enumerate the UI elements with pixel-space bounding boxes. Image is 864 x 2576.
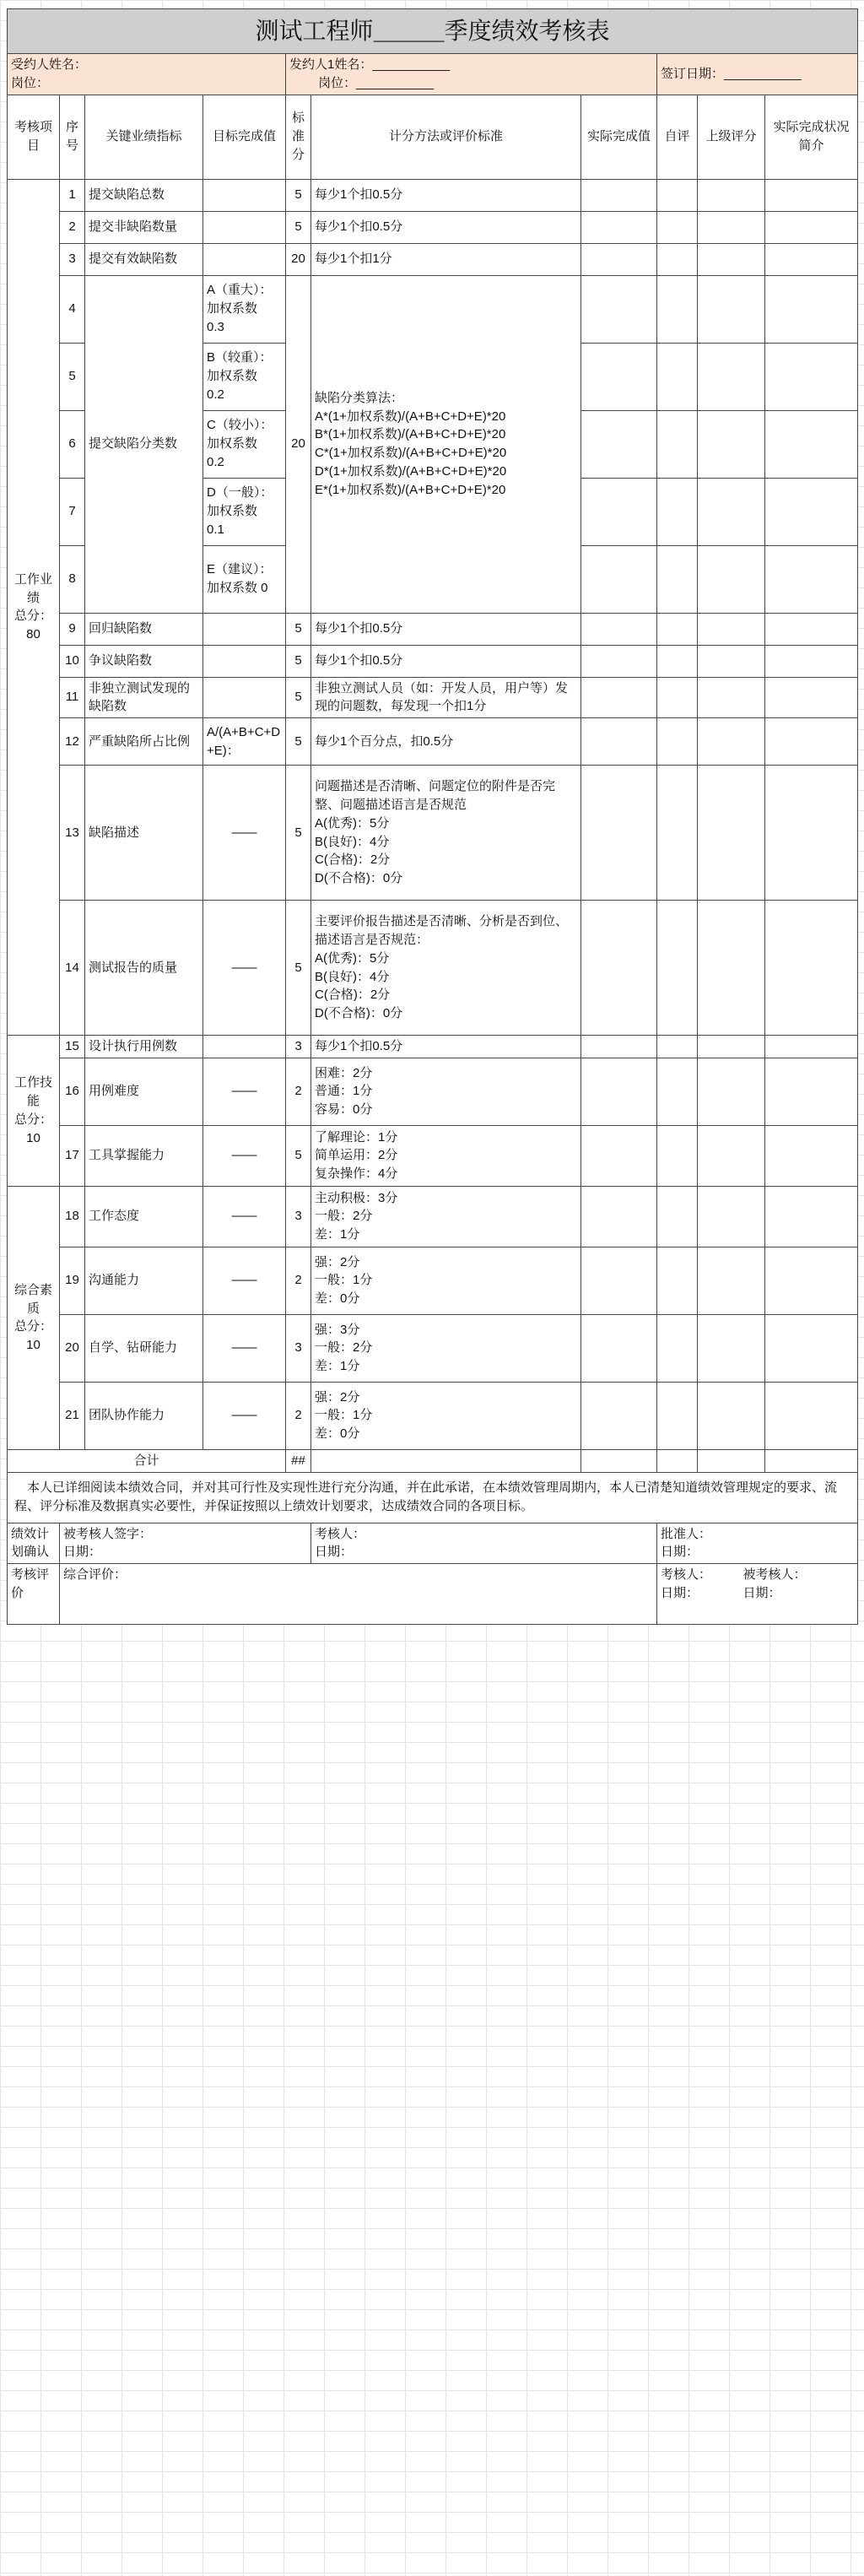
score-cell: 2 <box>286 1058 311 1125</box>
self-score-cell[interactable] <box>657 645 698 677</box>
manager-score-cell[interactable] <box>698 1058 765 1125</box>
indicator-cell: 用例难度 <box>85 1058 203 1125</box>
evaluation-row <box>8 1564 858 1625</box>
manager-score-cell[interactable] <box>698 1186 765 1247</box>
column-header: 目标完成值 <box>203 95 286 179</box>
actual-value-cell[interactable] <box>581 677 657 718</box>
manager-score-cell[interactable] <box>698 613 765 645</box>
self-score-cell[interactable] <box>657 275 698 343</box>
row-number: 2 <box>60 211 85 243</box>
category-quality: 综合素质 总分： 10 <box>8 1186 60 1449</box>
score-cell: 2 <box>286 1382 311 1449</box>
evaluation-label: 考核评价 <box>8 1564 60 1625</box>
status-summary-cell[interactable] <box>765 211 858 243</box>
table-row <box>8 1036 858 1058</box>
method-cell: 每少1个百分点，扣0.5分 <box>311 718 581 766</box>
indicator-cell: 回归缺陷数 <box>85 613 203 645</box>
status-summary-cell[interactable] <box>765 1058 858 1125</box>
status-summary-cell[interactable] <box>765 275 858 343</box>
promise-text: 本人已详细阅读本绩效合同，并对其可行性及实现性进行充分沟通，并在此承诺，在本绩效管理周期内，本人已清楚知道绩效管理规定的要求、流程、评分标准及数据真实必要性，并保证按照以上绩效计划要求，达成绩效合同的各项目标。 <box>8 1472 858 1523</box>
self-score-cell[interactable] <box>657 718 698 766</box>
self-score-cell[interactable] <box>657 1247 698 1314</box>
score-cell: 5 <box>286 677 311 718</box>
manager-score-cell[interactable] <box>698 478 765 545</box>
actual-value-cell[interactable] <box>581 1125 657 1186</box>
manager-score-cell[interactable] <box>698 718 765 766</box>
actual-value-cell[interactable] <box>581 766 657 901</box>
actual-value-cell[interactable] <box>581 545 657 613</box>
indicator-cell: 测试报告的质量 <box>85 901 203 1036</box>
score-cell: 20 <box>286 243 311 275</box>
self-score-cell[interactable] <box>657 545 698 613</box>
status-summary-cell[interactable] <box>765 1382 858 1449</box>
table-row <box>8 645 858 677</box>
self-score-cell[interactable] <box>657 677 698 718</box>
performance-sheet <box>7 8 858 1625</box>
method-cell: 强：2分 一般：1分 差：0分 <box>311 1382 581 1449</box>
score-defect-classification: 20 <box>286 275 311 613</box>
column-header: 标准分 <box>286 95 311 179</box>
row-number: 5 <box>60 343 85 410</box>
manager-score-cell[interactable] <box>698 1382 765 1449</box>
column-header: 考核项目 <box>8 95 60 179</box>
row-number: 6 <box>60 410 85 478</box>
total-empty-cell <box>311 1449 581 1472</box>
indicator-cell: 严重缺陷所占比例 <box>85 718 203 766</box>
method-cell: 了解理论：1分 简单运用：2分 复杂操作：4分 <box>311 1125 581 1186</box>
actual-value-cell[interactable] <box>581 343 657 410</box>
manager-score-cell[interactable] <box>698 1036 765 1058</box>
row-number: 17 <box>60 1125 85 1186</box>
self-score-cell[interactable] <box>657 766 698 901</box>
target-cell <box>203 1036 286 1058</box>
table-row <box>8 1247 858 1314</box>
manager-score-cell[interactable] <box>698 1314 765 1382</box>
header-row <box>8 95 858 179</box>
target-cell <box>203 677 286 718</box>
method-cell: 强：2分 一般：1分 差：0分 <box>311 1247 581 1314</box>
actual-value-cell[interactable] <box>581 1382 657 1449</box>
manager-score-cell[interactable] <box>698 211 765 243</box>
target-cell: E（建议）： 加权系数 0 <box>203 545 286 613</box>
target-cell: —— <box>203 1247 286 1314</box>
method-cell: 问题描述是否清晰、问题定位的附件是否完整、问题描述语言是否规范 A(优秀)：5分 B(良好)：4分 C(合格)：2分 D(不合格)：0分 <box>311 766 581 901</box>
method-cell: 每少1个扣0.5分 <box>311 613 581 645</box>
actual-value-cell[interactable] <box>581 901 657 1036</box>
table-row <box>8 766 858 901</box>
reviewee-signature[interactable]: 被考核人签字： 日期： <box>60 1523 311 1564</box>
score-cell: 5 <box>286 645 311 677</box>
total-empty-cell <box>765 1449 858 1472</box>
indicator-cell: 争议缺陷数 <box>85 645 203 677</box>
score-cell: 5 <box>286 766 311 901</box>
actual-value-cell[interactable] <box>581 275 657 343</box>
row-number: 19 <box>60 1247 85 1314</box>
self-score-cell[interactable] <box>657 243 698 275</box>
row-number: 20 <box>60 1314 85 1382</box>
total-row <box>8 1449 858 1472</box>
method-cell: 主要评价报告描述是否清晰、分析是否到位、描述语言是否规范： A(优秀)：5分 B(良好)：4分 C(合格)：2分 D(不合格)：0分 <box>311 901 581 1036</box>
score-cell: 5 <box>286 613 311 645</box>
indicator-cell: 非独立测试发现的缺陷数 <box>85 677 203 718</box>
score-cell: 5 <box>286 901 311 1036</box>
status-summary-cell[interactable] <box>765 478 858 545</box>
row-number: 7 <box>60 478 85 545</box>
table-row <box>8 1382 858 1449</box>
table-row <box>8 1058 858 1125</box>
actual-value-cell[interactable] <box>581 613 657 645</box>
manager-score-cell[interactable] <box>698 901 765 1036</box>
row-number: 9 <box>60 613 85 645</box>
status-summary-cell[interactable] <box>765 613 858 645</box>
actual-value-cell[interactable] <box>581 718 657 766</box>
status-summary-cell[interactable] <box>765 901 858 1036</box>
indicator-cell: 工具掌握能力 <box>85 1125 203 1186</box>
sheet-title: 测试工程师＿＿＿季度绩效考核表 <box>8 9 858 54</box>
confirm-row <box>8 1523 858 1564</box>
self-score-cell[interactable] <box>657 1125 698 1186</box>
method-cell: 每少1个扣0.5分 <box>311 211 581 243</box>
manager-score-cell[interactable] <box>698 1125 765 1186</box>
actual-value-cell[interactable] <box>581 1186 657 1247</box>
indicator-cell: 提交有效缺陷数 <box>85 243 203 275</box>
row-number: 21 <box>60 1382 85 1449</box>
column-header: 上级评分 <box>698 95 765 179</box>
manager-score-cell[interactable] <box>698 179 765 211</box>
score-cell: 2 <box>286 1247 311 1314</box>
actual-value-cell[interactable] <box>581 1314 657 1382</box>
method-cell: 强：3分 一般：2分 差：1分 <box>311 1314 581 1382</box>
promise-row <box>8 1472 858 1523</box>
sign-date[interactable]: 签订日期：___________ <box>657 54 858 95</box>
status-summary-cell[interactable] <box>765 1036 858 1058</box>
target-cell <box>203 211 286 243</box>
target-cell: —— <box>203 1125 286 1186</box>
target-cell: A/(A+B+C+D+E)： <box>203 718 286 766</box>
table-row <box>8 718 858 766</box>
indicator-cell: 提交非缺陷数量 <box>85 211 203 243</box>
actual-value-cell[interactable] <box>581 478 657 545</box>
total-label: 合计 <box>8 1449 286 1472</box>
target-cell: —— <box>203 1314 286 1382</box>
indicator-cell: 工作态度 <box>85 1186 203 1247</box>
status-summary-cell[interactable] <box>765 545 858 613</box>
manager-score-cell[interactable] <box>698 677 765 718</box>
row-number: 4 <box>60 275 85 343</box>
actual-value-cell[interactable] <box>581 410 657 478</box>
self-score-cell[interactable] <box>657 410 698 478</box>
method-defect-classification: 缺陷分类算法： A*(1+加权系数)/(A+B+C+D+E)*20 B*(1+加权系数)/(A+B+C+D+E)*20 C*(1+加权系数)/(A+B+C+D+E)*20 D*(1+加权系数)/(A+B+C+D+E)*20 E*(1+加权系数)/(A+B+C+D+E)*20 <box>311 275 581 613</box>
manager-score-cell[interactable] <box>698 545 765 613</box>
manager-score-cell[interactable] <box>698 275 765 343</box>
table-row <box>8 275 858 343</box>
confirm-label: 绩效计划确认 <box>8 1523 60 1564</box>
score-cell: 3 <box>286 1036 311 1058</box>
evaluation-comment[interactable]: 综合评价： <box>60 1564 657 1625</box>
self-score-cell[interactable] <box>657 478 698 545</box>
method-cell: 每少1个扣0.5分 <box>311 179 581 211</box>
row-number: 8 <box>60 545 85 613</box>
total-empty-cell <box>657 1449 698 1472</box>
self-score-cell[interactable] <box>657 179 698 211</box>
approver-signature[interactable]: 批准人： 日期： <box>657 1523 858 1564</box>
row-number: 15 <box>60 1036 85 1058</box>
table-row <box>8 243 858 275</box>
category-performance: 工作业绩 总分： 80 <box>8 179 60 1036</box>
row-number: 10 <box>60 645 85 677</box>
method-cell: 主动积极：3分 一般：2分 差：1分 <box>311 1186 581 1247</box>
status-summary-cell[interactable] <box>765 718 858 766</box>
target-cell: A（重大）： 加权系数 0.3 <box>203 275 286 343</box>
status-summary-cell[interactable] <box>765 179 858 211</box>
target-cell: D（一般）： 加权系数 0.1 <box>203 478 286 545</box>
column-header: 计分方法或评价标准 <box>311 95 581 179</box>
self-score-cell[interactable] <box>657 1036 698 1058</box>
method-cell: 非独立测试人员（如：开发人员，用户等）发现的问题数，每发现一个扣1分 <box>311 677 581 718</box>
actual-value-cell[interactable] <box>581 1058 657 1125</box>
method-cell: 困难：2分 普通：1分 容易：0分 <box>311 1058 581 1125</box>
indicator-cell: 团队协作能力 <box>85 1382 203 1449</box>
actual-value-cell[interactable] <box>581 1247 657 1314</box>
indicator-cell: 沟通能力 <box>85 1247 203 1314</box>
score-cell: 5 <box>286 179 311 211</box>
indicator-cell: 设计执行用例数 <box>85 1036 203 1058</box>
column-header: 序号 <box>60 95 85 179</box>
row-number: 13 <box>60 766 85 901</box>
score-cell: 5 <box>286 1125 311 1186</box>
target-cell: —— <box>203 1058 286 1125</box>
row-number: 18 <box>60 1186 85 1247</box>
status-summary-cell[interactable] <box>765 645 858 677</box>
actual-value-cell[interactable] <box>581 179 657 211</box>
total-score: ## <box>286 1449 311 1472</box>
target-cell: —— <box>203 901 286 1036</box>
row-number: 3 <box>60 243 85 275</box>
status-summary-cell[interactable] <box>765 1247 858 1314</box>
evaluation-signatures[interactable]: 考核人： 被考核人： 日期： 日期： <box>657 1564 858 1625</box>
score-cell: 5 <box>286 718 311 766</box>
actual-value-cell[interactable] <box>581 211 657 243</box>
status-summary-cell[interactable] <box>765 343 858 410</box>
score-cell: 3 <box>286 1186 311 1247</box>
target-cell <box>203 645 286 677</box>
status-summary-cell[interactable] <box>765 766 858 901</box>
method-cell: 每少1个扣0.5分 <box>311 1036 581 1058</box>
manager-score-cell[interactable] <box>698 243 765 275</box>
table-row <box>8 613 858 645</box>
total-empty-cell <box>581 1449 657 1472</box>
score-cell: 5 <box>286 211 311 243</box>
column-header: 关键业绩指标 <box>85 95 203 179</box>
table-row <box>8 1314 858 1382</box>
target-cell: C（较小）： 加权系数 0.2 <box>203 410 286 478</box>
indicator-cell: 提交缺陷总数 <box>85 179 203 211</box>
actual-value-cell[interactable] <box>581 645 657 677</box>
target-cell: —— <box>203 1186 286 1247</box>
target-cell: B（较重）： 加权系数 0.2 <box>203 343 286 410</box>
target-cell <box>203 243 286 275</box>
self-score-cell[interactable] <box>657 1314 698 1382</box>
target-cell: —— <box>203 1382 286 1449</box>
table-row <box>8 179 858 211</box>
self-score-cell[interactable] <box>657 1186 698 1247</box>
actual-value-cell[interactable] <box>581 1036 657 1058</box>
manager-score-cell[interactable] <box>698 645 765 677</box>
row-number: 14 <box>60 901 85 1036</box>
actual-value-cell[interactable] <box>581 243 657 275</box>
manager-score-cell[interactable] <box>698 343 765 410</box>
table-row <box>8 211 858 243</box>
status-summary-cell[interactable] <box>765 410 858 478</box>
row-number: 11 <box>60 677 85 718</box>
self-score-cell[interactable] <box>657 901 698 1036</box>
status-summary-cell[interactable] <box>765 1314 858 1382</box>
indicator-cell: 自学、钻研能力 <box>85 1314 203 1382</box>
table-row <box>8 1186 858 1247</box>
column-header: 实际完成值 <box>581 95 657 179</box>
indicator-cell: 缺陷描述 <box>85 766 203 901</box>
column-header: 自评 <box>657 95 698 179</box>
target-cell <box>203 179 286 211</box>
indicator-defect-classification: 提交缺陷分类数 <box>85 275 203 613</box>
table-row <box>8 677 858 718</box>
status-summary-cell[interactable] <box>765 1125 858 1186</box>
issuer-info[interactable]: 发约人1姓名：___________ 岗位：___________ <box>286 54 657 95</box>
total-empty-cell <box>698 1449 765 1472</box>
target-cell: —— <box>203 766 286 901</box>
reviewer-signature[interactable]: 考核人： 日期： <box>311 1523 657 1564</box>
table-row <box>8 901 858 1036</box>
column-header: 实际完成状况简介 <box>765 95 858 179</box>
row-number: 12 <box>60 718 85 766</box>
self-score-cell[interactable] <box>657 343 698 410</box>
method-cell: 每少1个扣1分 <box>311 243 581 275</box>
receiver-info[interactable]: 受约人姓名： 岗位： <box>8 54 286 95</box>
self-score-cell[interactable] <box>657 211 698 243</box>
method-cell: 每少1个扣0.5分 <box>311 645 581 677</box>
manager-score-cell[interactable] <box>698 1247 765 1314</box>
manager-score-cell[interactable] <box>698 766 765 901</box>
table-row <box>8 1125 858 1186</box>
manager-score-cell[interactable] <box>698 410 765 478</box>
self-score-cell[interactable] <box>657 1058 698 1125</box>
target-cell <box>203 613 286 645</box>
status-summary-cell[interactable] <box>765 1186 858 1247</box>
self-score-cell[interactable] <box>657 1382 698 1449</box>
score-cell: 3 <box>286 1314 311 1382</box>
status-summary-cell[interactable] <box>765 677 858 718</box>
status-summary-cell[interactable] <box>765 243 858 275</box>
category-skill: 工作技能 总分： 10 <box>8 1036 60 1187</box>
row-number: 1 <box>60 179 85 211</box>
row-number: 16 <box>60 1058 85 1125</box>
self-score-cell[interactable] <box>657 613 698 645</box>
